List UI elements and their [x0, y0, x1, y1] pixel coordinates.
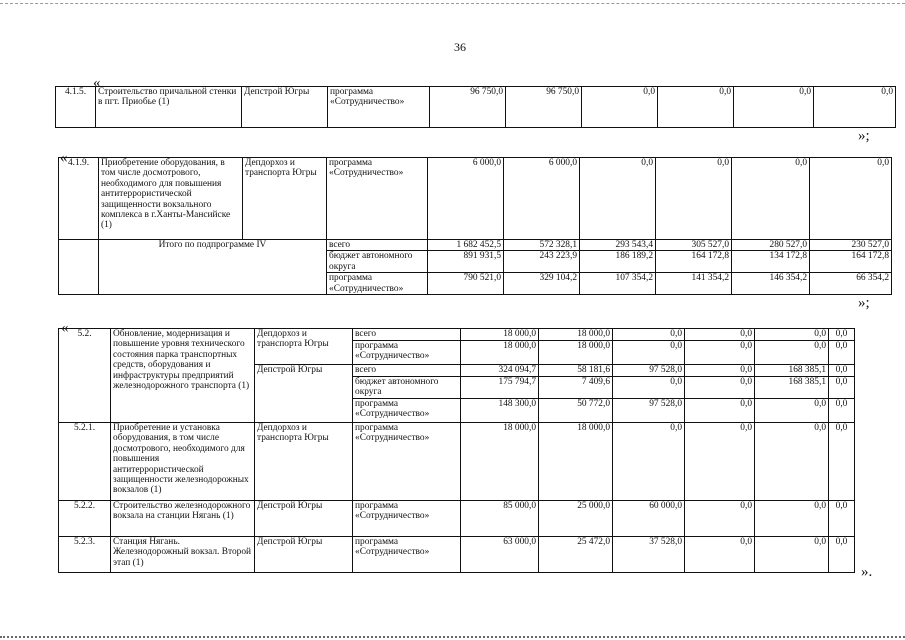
value-cell: 7 409,6 — [539, 377, 613, 399]
row-code: 5.2.2. — [59, 501, 111, 537]
row-code: 4.1.5. — [56, 87, 96, 128]
row-code: 5.2.1. — [59, 423, 111, 501]
value-cell: 18 000,0 — [461, 341, 539, 365]
row-executor: Депстрой Югры — [255, 501, 353, 537]
value-cell: 0,0 — [829, 399, 855, 423]
value-cell: 0,0 — [829, 365, 855, 377]
row-executor: Депстрой Югры — [242, 87, 328, 128]
value-cell: 37 528,0 — [613, 537, 685, 573]
table-4-1-5 — [55, 86, 896, 128]
value-cell: 18 000,0 — [539, 423, 613, 501]
value-cell: 18 000,0 — [461, 329, 539, 341]
row-source: программа «Сотрудничество» — [353, 399, 461, 423]
subtotal-label: Итого по подпрограмме IV — [99, 240, 327, 295]
value-cell: 0,0 — [829, 377, 855, 399]
table-row — [59, 501, 855, 537]
value-cell: 168 385,1 — [755, 377, 829, 399]
row-code: 5.2.3. — [59, 537, 111, 573]
value-cell: 0,0 — [613, 423, 685, 501]
value-cell: 293 543,4 — [580, 240, 656, 251]
value-cell: 58 181,6 — [539, 365, 613, 377]
value-cell: 0,0 — [829, 537, 855, 573]
open-quote-2: « — [60, 150, 68, 166]
value-cell: 280 527,0 — [732, 240, 810, 251]
value-cell: 164 172,8 — [656, 251, 732, 273]
table-row — [59, 329, 855, 341]
value-cell: 243 223,9 — [504, 251, 580, 273]
value-cell: 0,0 — [582, 87, 658, 128]
table-4-1-9 — [58, 157, 892, 295]
value-cell: 141 354,2 — [656, 273, 732, 295]
value-cell: 0,0 — [732, 158, 810, 240]
row-executor: Депдорхоз и транспорта Югры — [255, 329, 353, 365]
value-cell: 790 521,0 — [428, 273, 504, 295]
value-cell: 168 385,1 — [755, 365, 829, 377]
total-spacer — [59, 240, 99, 295]
value-cell: 6 000,0 — [504, 158, 580, 240]
row-source: всего — [327, 240, 428, 251]
value-cell: 6 000,0 — [428, 158, 504, 240]
table-row — [59, 537, 855, 573]
row-name: Станция Нягань. Железнодорожный вокзал. Второй этап (1) — [111, 537, 255, 573]
close-quote-1: »; — [858, 128, 870, 144]
row-name: Обновление, модернизация и повышение уровня технического состояния парка транспортных средств, оборудования и инфраструктуры предприятий железнодорожного транспорта (1) — [111, 329, 255, 423]
value-cell: 0,0 — [829, 501, 855, 537]
value-cell: 0,0 — [580, 158, 656, 240]
row-source: бюджет автономного округа — [327, 251, 428, 273]
row-code: 5.2. — [59, 329, 111, 423]
open-quote-1: « — [93, 75, 101, 91]
value-cell: 0,0 — [685, 423, 755, 501]
value-cell: 0,0 — [685, 377, 755, 399]
row-code: 4.1.9. — [59, 158, 99, 240]
value-cell: 0,0 — [685, 399, 755, 423]
table-row — [56, 87, 896, 128]
value-cell: 0,0 — [829, 423, 855, 501]
value-cell: 186 189,2 — [580, 251, 656, 273]
row-source: программа «Сотрудничество» — [328, 87, 430, 128]
value-cell: 0,0 — [685, 501, 755, 537]
value-cell: 324 094,7 — [461, 365, 539, 377]
value-cell: 0,0 — [814, 87, 896, 128]
close-quote-3: ». — [861, 564, 873, 580]
value-cell: 0,0 — [613, 341, 685, 365]
value-cell: 63 000,0 — [461, 537, 539, 573]
value-cell: 0,0 — [755, 399, 829, 423]
value-cell: 329 104,2 — [504, 273, 580, 295]
value-cell: 107 354,2 — [580, 273, 656, 295]
value-cell: 96 750,0 — [430, 87, 506, 128]
value-cell: 97 528,0 — [613, 365, 685, 377]
value-cell: 1 682 452,5 — [428, 240, 504, 251]
row-source: программа «Сотрудничество» — [353, 537, 461, 573]
row-source: программа «Сотрудничество» — [327, 158, 428, 240]
value-cell: 891 931,5 — [428, 251, 504, 273]
value-cell: 85 000,0 — [461, 501, 539, 537]
row-source: всего — [353, 329, 461, 341]
value-cell: 50 772,0 — [539, 399, 613, 423]
table-row — [59, 158, 892, 240]
row-source: программа «Сотрудничество» — [327, 273, 428, 295]
value-cell: 0,0 — [613, 377, 685, 399]
row-source: всего — [353, 365, 461, 377]
value-cell: 60 000,0 — [613, 501, 685, 537]
table-row — [59, 240, 892, 251]
row-name: Приобретение и установка оборудования, в том числе досмотрового, необходимого для повышения антитеррористической защищенности железнодорожных вокзалов (1) — [111, 423, 255, 501]
row-source: бюджет автономного округа — [353, 377, 461, 399]
row-executor: Депстрой Югры — [255, 537, 353, 573]
value-cell: 0,0 — [658, 87, 734, 128]
value-cell: 0,0 — [755, 501, 829, 537]
value-cell: 230 527,0 — [810, 240, 892, 251]
row-source: программа «Сотрудничество» — [353, 341, 461, 365]
value-cell: 0,0 — [734, 87, 814, 128]
row-name: Строительство железнодорожного вокзала на станции Нягань (1) — [111, 501, 255, 537]
value-cell: 18 000,0 — [461, 423, 539, 501]
value-cell: 96 750,0 — [506, 87, 582, 128]
close-quote-2: »; — [858, 295, 870, 311]
scan-edge-top — [0, 3, 905, 4]
row-executor: Депстрой Югры — [255, 365, 353, 423]
value-cell: 0,0 — [755, 423, 829, 501]
value-cell: 0,0 — [755, 341, 829, 365]
table-row — [59, 423, 855, 501]
value-cell: 0,0 — [755, 537, 829, 573]
value-cell: 148 300,0 — [461, 399, 539, 423]
open-quote-3: « — [61, 320, 69, 336]
value-cell: 0,0 — [685, 329, 755, 341]
value-cell: 25 000,0 — [539, 501, 613, 537]
value-cell: 572 328,1 — [504, 240, 580, 251]
value-cell: 175 794,7 — [461, 377, 539, 399]
row-name: Приобретение оборудования, в том числе досмотрового, необходимого для повышения антитеррористической защищенности вокзального комплекса в г.Ханты-Мансийске (1) — [99, 158, 243, 240]
value-cell: 0,0 — [755, 329, 829, 341]
value-cell: 0,0 — [685, 537, 755, 573]
row-source: программа «Сотрудничество» — [353, 501, 461, 537]
value-cell: 0,0 — [829, 329, 855, 341]
value-cell: 97 528,0 — [613, 399, 685, 423]
value-cell: 134 172,8 — [732, 251, 810, 273]
row-name: Строительство причальной стенки в пгт. Приобье (1) — [96, 87, 242, 128]
value-cell: 0,0 — [829, 341, 855, 365]
value-cell: 66 354,2 — [810, 273, 892, 295]
value-cell: 146 354,2 — [732, 273, 810, 295]
page-number: 36 — [454, 40, 466, 54]
row-source: программа «Сотрудничество» — [353, 423, 461, 501]
value-cell: 18 000,0 — [539, 341, 613, 365]
value-cell: 305 527,0 — [656, 240, 732, 251]
value-cell: 18 000,0 — [539, 329, 613, 341]
value-cell: 164 172,8 — [810, 251, 892, 273]
row-executor: Депдорхоз и транспорта Югры — [255, 423, 353, 501]
value-cell: 0,0 — [685, 341, 755, 365]
value-cell: 0,0 — [613, 329, 685, 341]
table-5-2 — [58, 328, 855, 573]
row-executor: Депдорхоз и транспорта Югры — [243, 158, 327, 240]
value-cell: 0,0 — [685, 365, 755, 377]
value-cell: 0,0 — [810, 158, 892, 240]
value-cell: 0,0 — [656, 158, 732, 240]
value-cell: 25 472,0 — [539, 537, 613, 573]
scan-edge-bottom — [0, 636, 905, 638]
